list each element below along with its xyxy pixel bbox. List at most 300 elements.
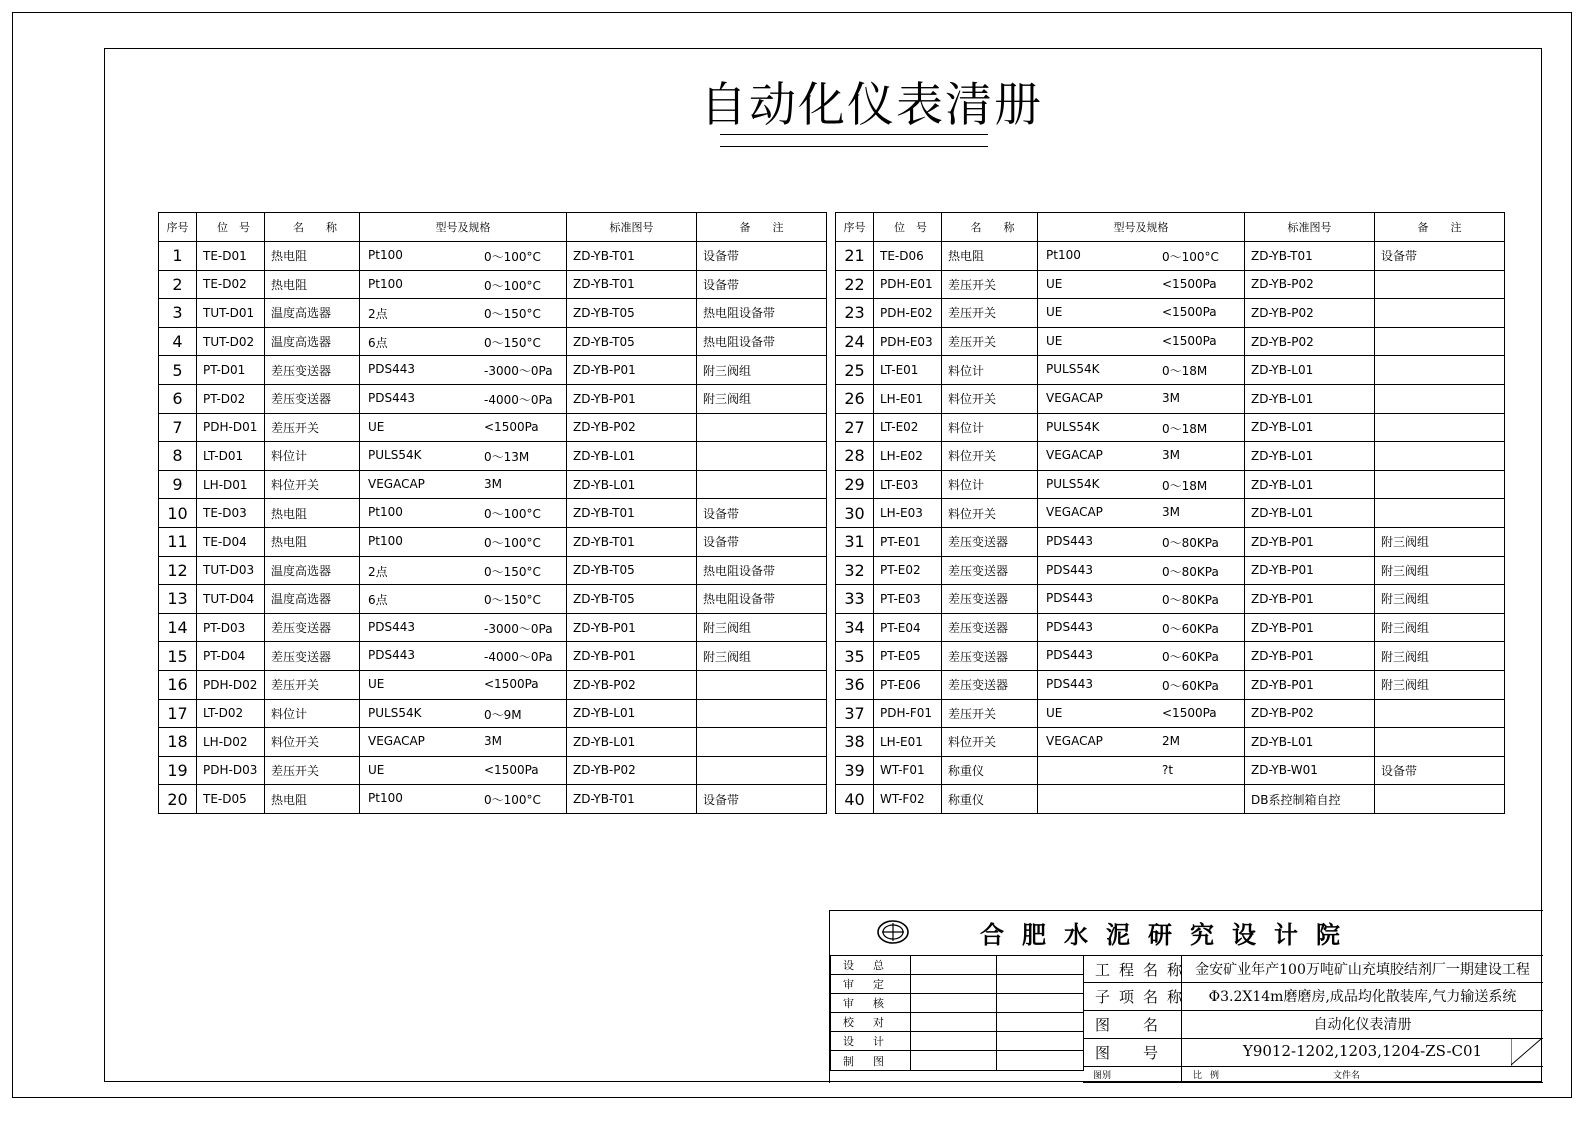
row-tag: PDH-D01 [197, 413, 265, 442]
row-remark: 设备带 [697, 242, 827, 271]
row-std: ZD-YB-P01 [567, 613, 697, 642]
signature-role: 设 计 [831, 1032, 911, 1051]
row-std: ZD-YB-T01 [567, 242, 697, 271]
row-std: ZD-YB-T01 [567, 270, 697, 299]
table-row [159, 299, 827, 328]
row-std: ZD-YB-L01 [1245, 728, 1375, 757]
drawing-name-label: 图 名 [1095, 1016, 1168, 1034]
bottom-row [1083, 1066, 1543, 1083]
row-std: ZD-YB-L01 [1245, 384, 1375, 413]
title-underline [720, 134, 988, 135]
row-std: ZD-YB-P02 [567, 413, 697, 442]
row-name: 差压开关 [942, 299, 1038, 328]
row-no: 25 [836, 356, 874, 385]
col-header-std: 标准图号 [567, 213, 697, 242]
date-cell [997, 1051, 1084, 1071]
row-std: ZD-YB-P02 [1245, 299, 1375, 328]
row-remark [1375, 442, 1505, 471]
row-spec [360, 670, 567, 699]
table-row [836, 327, 1505, 356]
row-model: UE [1046, 705, 1063, 720]
row-name: 差压变送器 [265, 384, 360, 413]
row-name: 差压变送器 [942, 527, 1038, 556]
table-row [836, 299, 1505, 328]
row-model: PULS54K [1046, 476, 1100, 491]
row-tag: TE-D05 [197, 785, 265, 814]
row-remark [1375, 270, 1505, 299]
title-block [829, 910, 1543, 1083]
col-header-no: 序号 [159, 213, 197, 242]
row-remark: 附三阀组 [697, 613, 827, 642]
row-model: UE [368, 676, 385, 691]
row-range: <1500Pa [1162, 705, 1217, 720]
row-model: Pt100 [368, 276, 403, 291]
row-tag: TE-D03 [197, 499, 265, 528]
row-no: 24 [836, 327, 874, 356]
row-std: ZD-YB-T01 [1245, 242, 1375, 271]
row-no: 2 [159, 270, 197, 299]
row-std: ZD-YB-L01 [567, 699, 697, 728]
signature-row [831, 994, 1084, 1013]
row-name: 差压变送器 [265, 613, 360, 642]
table-row [836, 613, 1505, 642]
row-range: 0～13M [484, 450, 530, 465]
col-header-remark: 备 注 [1375, 213, 1505, 242]
table-row [159, 242, 827, 271]
row-remark [697, 670, 827, 699]
row-no: 27 [836, 413, 874, 442]
table-row [836, 384, 1505, 413]
signature-role: 审 核 [831, 994, 911, 1013]
row-range: 0～18M [1162, 364, 1208, 379]
row-remark: 附三阀组 [1375, 613, 1505, 642]
row-spec [360, 384, 567, 413]
row-model: Pt100 [1046, 248, 1081, 262]
table-row [836, 442, 1505, 471]
row-name: 温度高选器 [265, 556, 360, 585]
row-no: 34 [836, 613, 874, 642]
row-spec [1038, 442, 1245, 471]
row-name: 料位开关 [942, 499, 1038, 528]
row-name: 热电阻 [265, 270, 360, 299]
row-no: 36 [836, 670, 874, 699]
instrument-table-left [158, 212, 827, 814]
row-std: ZD-YB-T01 [567, 499, 697, 528]
row-tag: LH-E01 [874, 728, 942, 757]
row-name: 料位开关 [942, 384, 1038, 413]
signature-role: 制 图 [831, 1051, 911, 1071]
row-range: 0～100°C [484, 535, 541, 550]
row-tag: PDH-E01 [874, 270, 942, 299]
row-tag: TE-D04 [197, 527, 265, 556]
row-tag: PDH-D03 [197, 756, 265, 785]
row-name: 差压开关 [265, 756, 360, 785]
row-range: 0～80KPa [1162, 535, 1219, 550]
row-model: UE [1046, 276, 1063, 291]
row-no: 16 [159, 670, 197, 699]
row-spec [1038, 728, 1245, 757]
row-no: 21 [836, 242, 874, 271]
row-range: 0～100°C [484, 507, 541, 522]
signature-role: 设 总 [831, 956, 911, 975]
institute-name: 合肥水泥研究设计院 [980, 920, 1358, 949]
table-row [836, 556, 1505, 585]
signature-row [831, 956, 1084, 975]
col-header-no: 序号 [836, 213, 874, 242]
row-spec [1038, 270, 1245, 299]
drawing-name-row [1083, 1010, 1543, 1039]
row-spec [360, 756, 567, 785]
row-spec [1038, 642, 1245, 671]
row-std: ZD-YB-T01 [567, 785, 697, 814]
row-name: 料位计 [942, 470, 1038, 499]
row-name: 热电阻 [265, 527, 360, 556]
row-tag: LH-D02 [197, 728, 265, 757]
row-model: VEGACAP [1046, 390, 1103, 405]
row-model: PDS443 [368, 362, 415, 377]
row-spec [360, 642, 567, 671]
row-std: ZD-YB-P01 [1245, 670, 1375, 699]
row-spec [1038, 384, 1245, 413]
row-remark: 设备带 [697, 270, 827, 299]
row-name: 料位计 [265, 699, 360, 728]
row-name: 差压开关 [265, 413, 360, 442]
title-underline-2 [720, 146, 988, 147]
row-remark [1375, 327, 1505, 356]
table-row [159, 356, 827, 385]
table-row [836, 670, 1505, 699]
row-range: 0～100°C [484, 250, 541, 264]
row-name: 料位开关 [265, 728, 360, 757]
row-no: 29 [836, 470, 874, 499]
row-remark [1375, 384, 1505, 413]
row-remark: 热电阻设备带 [697, 556, 827, 585]
row-std: ZD-YB-T01 [567, 527, 697, 556]
row-model: PULS54K [368, 448, 422, 463]
row-no: 11 [159, 527, 197, 556]
table-row [159, 756, 827, 785]
bottom-divider [1181, 1066, 1182, 1082]
table-row [836, 470, 1505, 499]
table-row [159, 642, 827, 671]
table-row [159, 728, 827, 757]
signature-cell [911, 956, 997, 975]
row-model: UE [1046, 305, 1063, 320]
row-model: PULS54K [368, 705, 422, 720]
row-std: ZD-YB-L01 [1245, 413, 1375, 442]
row-range: 0～150°C [484, 307, 541, 322]
row-no: 38 [836, 728, 874, 757]
row-remark: 附三阀组 [697, 384, 827, 413]
row-name: 差压变送器 [265, 356, 360, 385]
row-no: 30 [836, 499, 874, 528]
date-cell [997, 1013, 1084, 1032]
row-no: 32 [836, 556, 874, 585]
table-row [159, 442, 827, 471]
subitem-row [1083, 982, 1543, 1011]
col-header-spec: 型号及规格 [1038, 213, 1245, 242]
row-tag: TUT-D02 [197, 327, 265, 356]
subitem-label: 子项名称 [1095, 988, 1192, 1006]
row-range: <1500Pa [484, 676, 539, 691]
row-tag: PT-D01 [197, 356, 265, 385]
row-tag: LT-E02 [874, 413, 942, 442]
row-spec [360, 442, 567, 471]
table-row [836, 642, 1505, 671]
row-tag: TUT-D04 [197, 585, 265, 614]
row-no: 35 [836, 642, 874, 671]
row-model: VEGACAP [1046, 734, 1103, 749]
col-header-spec: 型号及规格 [360, 213, 567, 242]
row-name: 称重仪 [942, 756, 1038, 785]
row-std: ZD-YB-L01 [567, 442, 697, 471]
row-no: 19 [159, 756, 197, 785]
table-row [159, 470, 827, 499]
row-name: 称重仪 [942, 785, 1038, 814]
row-remark: 附三阀组 [697, 642, 827, 671]
row-range: 3M [1162, 448, 1180, 463]
row-std: ZD-YB-P01 [1245, 585, 1375, 614]
row-no: 7 [159, 413, 197, 442]
row-name: 差压变送器 [942, 613, 1038, 642]
row-range: 0～60KPa [1162, 650, 1219, 665]
row-no: 33 [836, 585, 874, 614]
row-spec [1038, 585, 1245, 614]
row-std: ZD-YB-P01 [1245, 556, 1375, 585]
signature-table [830, 955, 1084, 1071]
row-spec [360, 728, 567, 757]
signature-row [831, 1013, 1084, 1032]
row-no: 37 [836, 699, 874, 728]
row-std: ZD-YB-L01 [1245, 499, 1375, 528]
row-spec [360, 356, 567, 385]
row-tag: LT-E03 [874, 470, 942, 499]
row-range: 0～60KPa [1162, 621, 1219, 636]
signature-role: 审 定 [831, 975, 911, 994]
instrument-table-right [835, 212, 1505, 814]
row-remark: 附三阀组 [1375, 556, 1505, 585]
table-row [159, 556, 827, 585]
signature-row [831, 975, 1084, 994]
row-tag: LH-D01 [197, 470, 265, 499]
row-name: 差压开关 [942, 270, 1038, 299]
row-model: PDS443 [1046, 533, 1093, 548]
row-range: 0～100°C [484, 793, 541, 808]
row-tag: PT-E06 [874, 670, 942, 699]
row-spec [360, 699, 567, 728]
drawing-no-label: 图 号 [1095, 1044, 1168, 1062]
row-model: VEGACAP [1046, 448, 1103, 463]
row-remark: 附三阀组 [1375, 642, 1505, 671]
row-spec [360, 413, 567, 442]
row-name: 差压开关 [265, 670, 360, 699]
row-std: ZD-YB-P02 [1245, 699, 1375, 728]
row-remark [697, 413, 827, 442]
date-cell [997, 994, 1084, 1013]
row-name: 热电阻 [265, 242, 360, 271]
row-range: -4000～0Pa [484, 650, 553, 665]
row-range: 0～150°C [484, 593, 541, 608]
row-name: 热电阻 [265, 785, 360, 814]
row-remark [697, 728, 827, 757]
table-row [159, 413, 827, 442]
row-range: 0～60KPa [1162, 678, 1219, 693]
row-no: 20 [159, 785, 197, 814]
drawing-type-label: 图别 [1093, 1071, 1112, 1081]
row-remark: 设备带 [1375, 756, 1505, 785]
row-range: 0～80KPa [1162, 564, 1219, 579]
row-model: 2点 [368, 564, 388, 579]
row-std: ZD-YB-P02 [567, 670, 697, 699]
row-name: 料位计 [942, 413, 1038, 442]
row-model: 6点 [368, 593, 388, 608]
row-range: <1500Pa [484, 419, 539, 434]
row-remark [697, 756, 827, 785]
row-spec [1038, 356, 1245, 385]
row-range: 0～150°C [484, 564, 541, 579]
row-name: 料位计 [265, 442, 360, 471]
row-spec [1038, 413, 1245, 442]
row-name: 料位开关 [265, 470, 360, 499]
row-range: 0～9M [484, 707, 522, 722]
row-model: Pt100 [368, 248, 403, 262]
row-tag: PDH-D02 [197, 670, 265, 699]
signature-cell [911, 1032, 997, 1051]
row-std: ZD-YB-T05 [567, 556, 697, 585]
row-model: VEGACAP [368, 476, 425, 491]
table-row [836, 527, 1505, 556]
row-range: -4000～0Pa [484, 392, 553, 407]
row-std: ZD-YB-T05 [567, 585, 697, 614]
row-name: 差压变送器 [265, 642, 360, 671]
drawing-no-row [1083, 1038, 1543, 1067]
row-model: PDS443 [1046, 648, 1093, 663]
row-spec [360, 242, 567, 271]
row-tag: PT-E04 [874, 613, 942, 642]
row-spec [360, 556, 567, 585]
row-tag: TE-D01 [197, 242, 265, 271]
signature-row [831, 1032, 1084, 1051]
table-row [836, 728, 1505, 757]
row-name: 料位计 [942, 356, 1038, 385]
row-std: ZD-YB-T05 [567, 299, 697, 328]
row-no: 8 [159, 442, 197, 471]
row-tag: PT-D02 [197, 384, 265, 413]
col-header-tag: 位 号 [874, 213, 942, 242]
row-std: ZD-YB-L01 [567, 728, 697, 757]
row-no: 6 [159, 384, 197, 413]
row-std: ZD-YB-P02 [567, 756, 697, 785]
signature-cell [911, 1013, 997, 1032]
table-row [159, 699, 827, 728]
table-row [836, 585, 1505, 614]
row-range: 0～18M [1162, 421, 1208, 436]
row-tag: LT-D01 [197, 442, 265, 471]
row-tag: PT-D04 [197, 642, 265, 671]
row-model: Pt100 [368, 791, 403, 806]
row-tag: LH-E01 [874, 384, 942, 413]
row-spec [360, 270, 567, 299]
row-remark: 热电阻设备带 [697, 585, 827, 614]
row-remark: 热电阻设备带 [697, 327, 827, 356]
row-remark: 设备带 [1375, 242, 1505, 271]
row-tag: LT-D02 [197, 699, 265, 728]
row-model: UE [368, 762, 385, 777]
title-block-header [830, 911, 1543, 956]
row-name: 料位开关 [942, 728, 1038, 757]
row-remark [1375, 785, 1505, 814]
row-name: 温度高选器 [265, 585, 360, 614]
table-row [159, 785, 827, 814]
row-no: 13 [159, 585, 197, 614]
signature-cell [911, 994, 997, 1013]
institute-logo-icon [876, 919, 910, 945]
row-range: 0～100°C [484, 278, 541, 293]
row-range: 3M [1162, 505, 1180, 520]
row-no: 40 [836, 785, 874, 814]
col-header-std: 标准图号 [1245, 213, 1375, 242]
row-std: ZD-YB-W01 [1245, 756, 1375, 785]
row-std: ZD-YB-P02 [1245, 327, 1375, 356]
subitem-value: Φ3.2X14m磨磨房,成品均化散装库,气力输送系统 [1181, 982, 1543, 1010]
row-spec [1038, 785, 1245, 814]
table-row [836, 413, 1505, 442]
row-no: 9 [159, 470, 197, 499]
row-name: 热电阻 [942, 242, 1038, 271]
row-range: 0～18M [1162, 478, 1208, 493]
row-range: 3M [484, 476, 502, 491]
row-range: 0～150°C [484, 335, 541, 350]
row-range: ?t [1162, 762, 1174, 777]
row-tag: PT-E01 [874, 527, 942, 556]
row-remark [697, 699, 827, 728]
row-name: 热电阻 [265, 499, 360, 528]
row-model: VEGACAP [1046, 505, 1103, 520]
filename-label: 文件名 [1333, 1071, 1361, 1081]
row-model: PDS443 [368, 648, 415, 663]
row-model: PDS443 [1046, 619, 1093, 634]
row-model: Pt100 [368, 505, 403, 520]
row-std: ZD-YB-T05 [567, 327, 697, 356]
row-model: PDS443 [368, 390, 415, 405]
row-model: PULS54K [1046, 362, 1100, 377]
row-spec [1038, 756, 1245, 785]
row-model: 2点 [368, 307, 388, 322]
row-tag: WT-F01 [874, 756, 942, 785]
row-range: 0～80KPa [1162, 593, 1219, 608]
row-std: ZD-YB-P01 [567, 642, 697, 671]
row-spec [360, 499, 567, 528]
col-header-remark: 备 注 [697, 213, 827, 242]
row-no: 39 [836, 756, 874, 785]
row-spec [1038, 499, 1245, 528]
row-std: ZD-YB-P01 [1245, 642, 1375, 671]
scale-label: 比例 [1193, 1071, 1228, 1081]
table-row [159, 527, 827, 556]
row-spec [1038, 470, 1245, 499]
row-no: 17 [159, 699, 197, 728]
row-spec [1038, 556, 1245, 585]
row-no: 10 [159, 499, 197, 528]
row-std: ZD-YB-P01 [567, 356, 697, 385]
row-no: 22 [836, 270, 874, 299]
col-header-name: 名 称 [942, 213, 1038, 242]
row-range: <1500Pa [1162, 276, 1217, 291]
row-range: <1500Pa [484, 762, 539, 777]
row-remark: 附三阀组 [1375, 585, 1505, 614]
row-remark: 设备带 [697, 527, 827, 556]
date-cell [997, 975, 1084, 994]
